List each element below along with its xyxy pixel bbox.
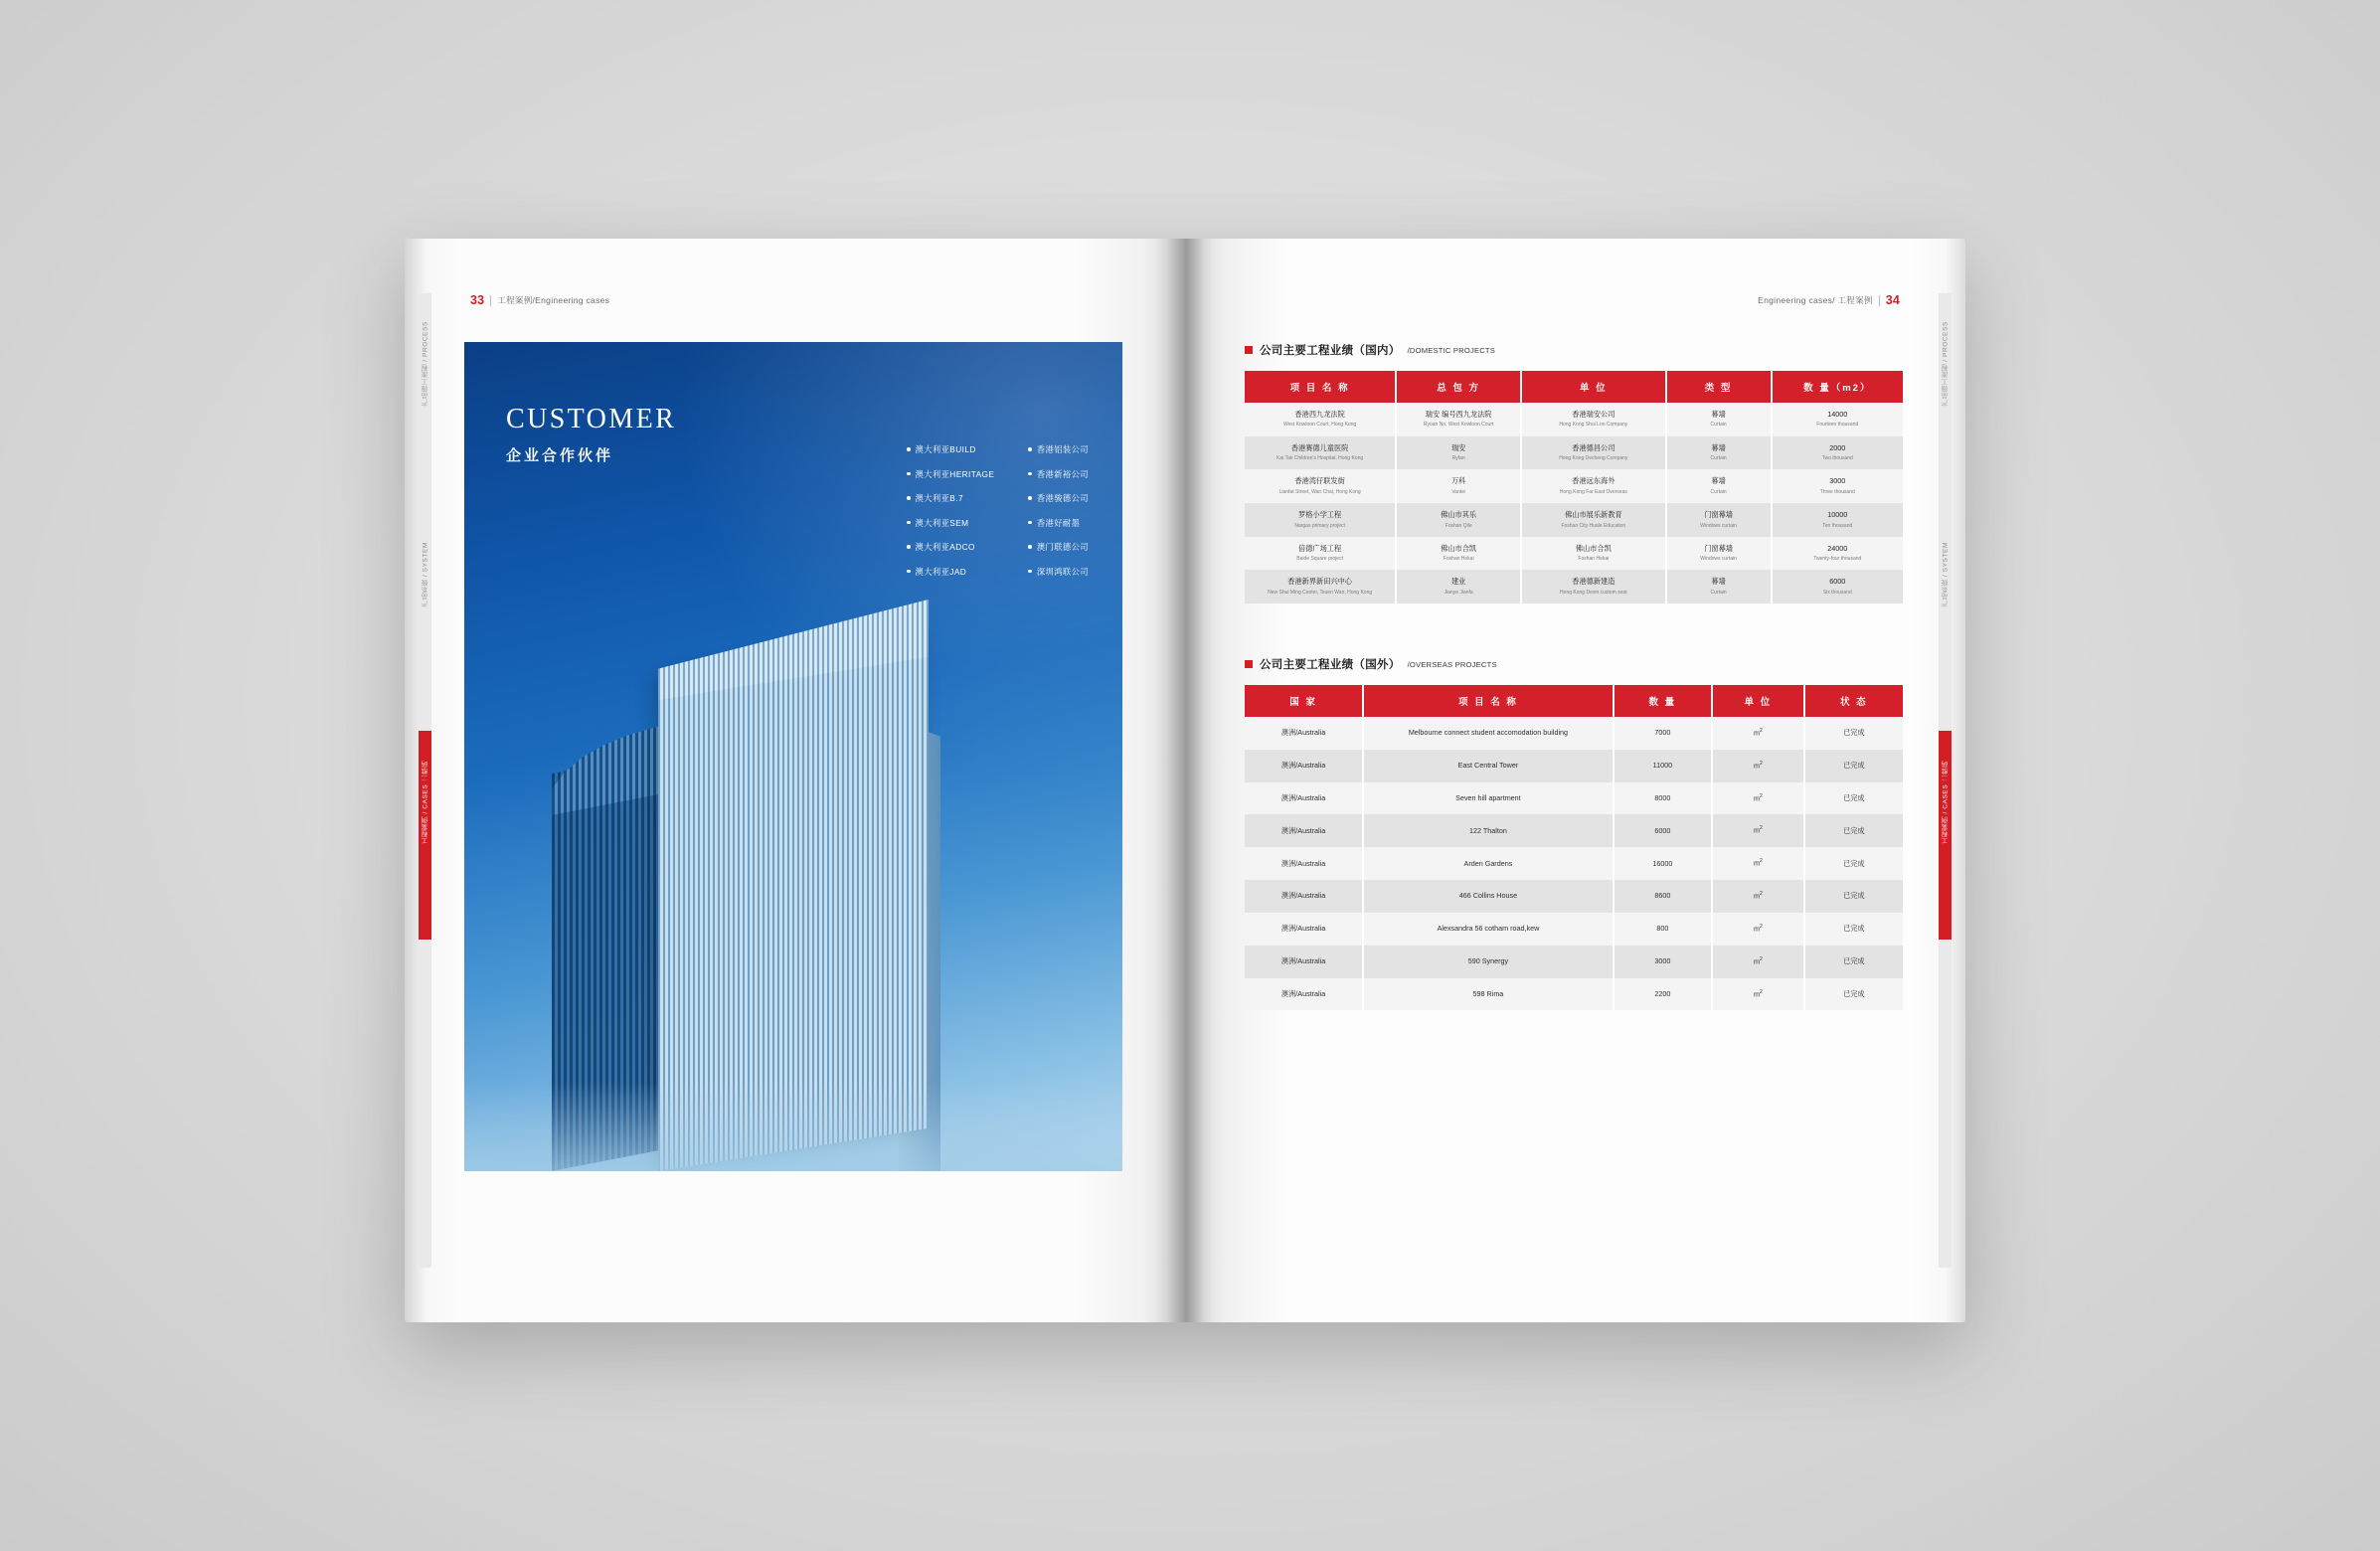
cell-project-name <box>1245 537 1396 571</box>
list-item <box>907 566 994 578</box>
cell-en: Hong Kong Dexin custom seat <box>1560 589 1627 596</box>
table-row <box>1245 503 1903 537</box>
table-row <box>1245 847 1903 880</box>
bullet-icon <box>907 545 911 549</box>
cell-project-name <box>1245 570 1396 603</box>
cell-cn: 佛山市合凯 <box>1575 543 1612 553</box>
col-unit: 单 位 <box>1712 685 1804 717</box>
partner-label: 澳大利亚SEM <box>915 517 969 528</box>
unit-exponent: 2 <box>1759 760 1763 767</box>
header-divider <box>1879 295 1880 306</box>
cell-en: Hong Kong Far East Overseas <box>1559 488 1627 495</box>
cell-unit <box>1712 814 1804 847</box>
left-side-tab-strip <box>419 293 431 1268</box>
cell-cn: 香港瑞安公司 <box>1572 410 1615 419</box>
table-row <box>1245 913 1903 946</box>
section-title-cn: 公司主要工程业绩（国外） <box>1260 659 1401 671</box>
col-project-name: 项 目 名 称 <box>1363 685 1614 717</box>
bullet-icon <box>907 472 911 476</box>
unit-exponent: 2 <box>1759 728 1763 734</box>
table-row <box>1245 978 1903 1011</box>
bullet-icon <box>1028 570 1032 574</box>
cell-quantity: 16000 <box>1614 847 1712 880</box>
table-header-row <box>1245 685 1903 717</box>
unit-value: m <box>1753 858 1760 868</box>
cell-quantity: 6000 <box>1614 814 1712 847</box>
cell-cn: 3000 <box>1829 476 1846 486</box>
cell-unit <box>1712 978 1804 1011</box>
table-row <box>1245 537 1903 571</box>
col-contractor: 总 包 方 <box>1396 371 1521 403</box>
list-item <box>907 541 994 553</box>
cell-cn: 14000 <box>1827 410 1848 419</box>
cell-project-name <box>1245 436 1396 470</box>
cell-project-name: 598 Rima <box>1363 978 1614 1011</box>
square-bullet-icon <box>1245 346 1253 354</box>
table-row <box>1245 782 1903 815</box>
partner-label: 澳大利亚HERITAGE <box>915 468 995 479</box>
unit-exponent: 2 <box>1759 891 1763 898</box>
list-item <box>1028 492 1089 504</box>
cell-unit <box>1521 570 1666 603</box>
cell-project-name: Melbourne connect student accomodation building <box>1363 717 1614 750</box>
unit-exponent: 2 <box>1759 792 1763 799</box>
cell-en: Two thousand <box>1821 455 1853 462</box>
list-item <box>1028 468 1089 480</box>
cell-cn: 香港赛德儿童医院 <box>1290 442 1349 452</box>
cell-quantity: 800 <box>1614 913 1712 946</box>
bullet-icon <box>1028 447 1032 451</box>
cell-type <box>1666 436 1772 470</box>
cell-project-name <box>1245 503 1396 537</box>
cell-country: 澳洲/Australia <box>1245 782 1363 815</box>
table-row <box>1245 469 1903 503</box>
cell-en: Hong Kong Shui Lon Company <box>1559 422 1628 429</box>
right-page <box>1185 239 1965 1322</box>
list-item <box>907 492 994 504</box>
unit-value: m <box>1753 891 1760 901</box>
right-side-tab-label-2: 产品系统 / SYSTEM <box>1942 542 1949 607</box>
cell-country: 澳洲/Australia <box>1245 913 1363 946</box>
col-quantity: 数 量（m2） <box>1772 371 1903 403</box>
cell-project-name: Alexsandra 56 cotham road,kew <box>1363 913 1614 946</box>
section-title-en: /OVERSEAS PROJECTS <box>1407 659 1497 669</box>
cell-cn: 香港湾仔联发街 <box>1294 476 1345 486</box>
right-side-tab-strip <box>1939 293 1952 1268</box>
list-item <box>1028 541 1089 553</box>
cell-cn: 幕墙 <box>1711 442 1726 452</box>
cell-en: Fourteen thousand <box>1816 422 1859 429</box>
partner-label: 澳大利亚JAD <box>915 566 967 577</box>
list-item <box>907 443 994 455</box>
unit-exponent: 2 <box>1759 923 1763 930</box>
cell-country: 澳洲/Australia <box>1245 978 1363 1011</box>
cell-cn: 佛山市展乐新教育 <box>1565 510 1622 520</box>
cell-contractor <box>1396 537 1521 571</box>
partner-label: 香港铝装公司 <box>1036 444 1089 454</box>
cell-en: Foshan Hekai <box>1578 556 1610 563</box>
unit-value: m <box>1753 761 1760 771</box>
unit-value: m <box>1753 793 1760 803</box>
cell-contractor <box>1396 403 1521 436</box>
cell-en: Six thousand <box>1822 589 1852 596</box>
cover-title-cn: 企业合作伙伴 <box>506 447 614 464</box>
cell-type <box>1666 537 1772 571</box>
right-page-number: 34 <box>1885 293 1900 307</box>
cell-status: 已完成 <box>1804 847 1903 880</box>
cell-quantity: 7000 <box>1614 717 1712 750</box>
cell-unit <box>1712 750 1804 782</box>
table-row <box>1245 880 1903 913</box>
cell-quantity <box>1772 403 1903 436</box>
cell-country: 澳洲/Australia <box>1245 880 1363 913</box>
unit-exponent: 2 <box>1759 858 1763 865</box>
bullet-icon <box>1028 521 1032 525</box>
cell-status: 已完成 <box>1804 880 1903 913</box>
cover-title-block <box>506 404 676 465</box>
unit-exponent: 2 <box>1759 825 1763 832</box>
cell-cn: 6000 <box>1829 577 1846 587</box>
header-divider <box>490 295 491 306</box>
partner-list <box>907 443 1089 578</box>
bullet-icon <box>907 496 911 500</box>
cell-en: Baide Square project <box>1296 556 1343 563</box>
table-row <box>1245 750 1903 782</box>
cell-cn: 香港西九龙法院 <box>1294 410 1345 419</box>
bullet-icon <box>1028 472 1032 476</box>
cell-cn: 佛山市合凯 <box>1441 543 1477 553</box>
cell-type <box>1666 403 1772 436</box>
cell-type <box>1666 469 1772 503</box>
table-row <box>1245 436 1903 470</box>
cell-quantity: 3000 <box>1614 946 1712 978</box>
cell-cn: 建业 <box>1450 577 1466 587</box>
partner-column-2 <box>1028 443 1089 578</box>
cell-en: Foshan Hekai <box>1443 556 1474 563</box>
cell-en: Ryfan <box>1451 455 1465 462</box>
cell-cn: 香港德新建造 <box>1572 577 1615 587</box>
right-header-text: Engineering cases/ 工程案例 <box>1758 295 1873 305</box>
list-item <box>1028 517 1089 529</box>
cell-quantity: 8600 <box>1614 880 1712 913</box>
ground-haze <box>464 1082 1122 1171</box>
cell-unit <box>1712 946 1804 978</box>
cell-en: Curtain <box>1710 589 1727 596</box>
partner-label: 澳大利亚BUILD <box>915 444 976 454</box>
cell-project-name: Arden Gardens <box>1363 847 1614 880</box>
cell-en: Lianfat Street, Wan Chai, Hong Kong <box>1278 488 1361 495</box>
cell-en: New Shui Ming Center, Tsuen Wan, Hong Kong <box>1268 589 1373 596</box>
cell-type <box>1666 503 1772 537</box>
cell-unit <box>1521 469 1666 503</box>
cell-cn: 门窗幕墙 <box>1704 510 1733 520</box>
unit-value: m <box>1753 989 1760 999</box>
cell-cn: 佛山市其乐 <box>1441 510 1477 520</box>
cell-cn: 万科 <box>1450 476 1466 486</box>
list-item <box>907 468 994 480</box>
cell-cn: 门窗幕墙 <box>1704 543 1733 553</box>
table-row <box>1245 717 1903 750</box>
bullet-icon <box>1028 496 1032 500</box>
cell-cn: 倍德广场工程 <box>1298 543 1342 553</box>
unit-value: m <box>1753 728 1760 738</box>
col-country: 国 家 <box>1245 685 1363 717</box>
partner-label: 澳大利亚B.7 <box>915 493 963 503</box>
domestic-projects-section <box>1245 342 1903 603</box>
cell-en: Twenty-four thousand <box>1813 556 1862 563</box>
cell-status: 已完成 <box>1804 814 1903 847</box>
left-page <box>405 239 1185 1322</box>
cell-en: Curtain <box>1710 455 1727 462</box>
col-status: 状 态 <box>1804 685 1903 717</box>
section-title-domestic <box>1245 342 1903 358</box>
cell-contractor <box>1396 570 1521 603</box>
cell-country: 澳洲/Australia <box>1245 847 1363 880</box>
right-side-tab-label-1: 产品施工流程 / PROCESS <box>1942 321 1949 407</box>
partner-label: 香港好耐墨 <box>1036 517 1081 528</box>
cell-en: Vanke <box>1451 488 1466 495</box>
cell-unit <box>1712 717 1804 750</box>
partner-label: 香港新裕公司 <box>1036 468 1089 479</box>
cell-cn: 香港远东海外 <box>1572 476 1615 486</box>
cell-cn: 2000 <box>1829 442 1846 452</box>
cell-cn: 10000 <box>1827 510 1848 520</box>
col-type: 类 型 <box>1666 371 1772 403</box>
cell-unit <box>1712 847 1804 880</box>
table-row <box>1245 570 1903 603</box>
bullet-icon <box>1028 545 1032 549</box>
overseas-projects-table <box>1245 685 1903 1010</box>
right-side-tab-label-3: 工程案例 / CASES 二维码 <box>1942 761 1949 845</box>
cell-status: 已完成 <box>1804 913 1903 946</box>
unit-value: m <box>1753 825 1760 835</box>
table-row <box>1245 814 1903 847</box>
cell-project-name: Seven hill apartment <box>1363 782 1614 815</box>
unit-exponent: 2 <box>1759 988 1763 995</box>
cell-country: 澳洲/Australia <box>1245 750 1363 782</box>
cell-en: Windows curtain <box>1700 556 1737 563</box>
cell-en: Kai Tak Children's Hospital, Hong Kong <box>1276 455 1364 462</box>
cell-en: Ten thousand <box>1822 522 1853 529</box>
bullet-icon <box>907 447 911 451</box>
cell-status: 已完成 <box>1804 782 1903 815</box>
unit-value: m <box>1753 924 1760 934</box>
section-title-cn: 公司主要工程业绩（国内） <box>1260 345 1401 357</box>
section-title-overseas <box>1245 656 1903 672</box>
cell-cn: 幕墙 <box>1711 476 1726 486</box>
cell-country: 澳洲/Australia <box>1245 717 1363 750</box>
col-quantity: 数 量 <box>1614 685 1712 717</box>
overseas-projects-section <box>1245 656 1903 1010</box>
cell-unit <box>1712 782 1804 815</box>
cell-en: Curtain <box>1710 422 1727 429</box>
cell-project-name: 466 Collins House <box>1363 880 1614 913</box>
cell-cn: 瑞安 <box>1450 442 1466 452</box>
cell-contractor <box>1396 469 1521 503</box>
cell-cn: 香港德昌公司 <box>1572 442 1615 452</box>
list-item <box>1028 566 1089 578</box>
cell-country: 澳洲/Australia <box>1245 814 1363 847</box>
cell-en: West Kowloon Court, Hong Kong <box>1282 422 1357 429</box>
cell-quantity <box>1772 570 1903 603</box>
cell-quantity <box>1772 436 1903 470</box>
cell-status: 已完成 <box>1804 717 1903 750</box>
cell-country: 澳洲/Australia <box>1245 946 1363 978</box>
cell-cn: 香港新界新田兴中心 <box>1287 577 1352 587</box>
cell-unit <box>1521 403 1666 436</box>
customer-cover-image <box>464 342 1122 1171</box>
partner-label: 香港骏德公司 <box>1036 493 1089 503</box>
table-row <box>1245 946 1903 978</box>
cell-unit <box>1521 537 1666 571</box>
cell-status: 已完成 <box>1804 978 1903 1011</box>
cell-quantity: 11000 <box>1614 750 1712 782</box>
left-side-tab-label-2: 产品系统 / SYSTEM <box>422 542 428 607</box>
cell-quantity <box>1772 503 1903 537</box>
partner-label: 深圳鸿联公司 <box>1036 566 1089 577</box>
cell-unit <box>1521 503 1666 537</box>
partner-label: 澳门联德公司 <box>1036 542 1089 552</box>
open-brochure <box>405 239 1965 1322</box>
cell-en: Foshan Qile <box>1445 522 1472 529</box>
bullet-icon <box>907 570 911 574</box>
cover-title-en: CUSTOMER <box>506 404 677 434</box>
cell-contractor <box>1396 436 1521 470</box>
cell-en: Hong Kong Decheng Company <box>1559 455 1628 462</box>
partner-label: 澳大利亚ADCO <box>915 542 975 552</box>
partner-column-1 <box>907 443 994 578</box>
square-bullet-icon <box>1245 660 1253 668</box>
cell-status: 已完成 <box>1804 750 1903 782</box>
table-row <box>1245 403 1903 436</box>
cell-en: Nargas primary project <box>1294 522 1345 529</box>
left-side-tab-label-1: 产品施工流程 / PROCESS <box>422 321 428 407</box>
cell-cn: 幕墙 <box>1711 577 1726 587</box>
cell-status: 已完成 <box>1804 946 1903 978</box>
cell-unit <box>1521 436 1666 470</box>
cell-project-name: 122 Thalton <box>1363 814 1614 847</box>
cell-project-name: East Central Tower <box>1363 750 1614 782</box>
cell-en: Ryoan No. West Kowloon Court <box>1423 422 1494 429</box>
cell-en: Windows curtain <box>1700 522 1737 529</box>
table-header-row <box>1245 371 1903 403</box>
list-item <box>907 517 994 529</box>
cell-cn: 24000 <box>1827 543 1848 553</box>
cell-en: Jianye Jianfa <box>1444 589 1473 596</box>
cell-quantity <box>1772 469 1903 503</box>
cell-unit <box>1712 880 1804 913</box>
left-header-text: 工程案例/Engineering cases <box>497 295 610 305</box>
cell-project-name: 590 Synergy <box>1363 946 1614 978</box>
col-unit: 单 位 <box>1521 371 1666 403</box>
cell-cn: 瑞安 编号西九龙法院 <box>1425 410 1492 419</box>
cell-cn: 罗格小学工程 <box>1298 510 1342 520</box>
cell-quantity: 8000 <box>1614 782 1712 815</box>
unit-exponent: 2 <box>1759 955 1763 962</box>
cell-en: Three thousand <box>1819 488 1855 495</box>
cell-contractor <box>1396 503 1521 537</box>
cell-cn: 幕墙 <box>1711 410 1726 419</box>
unit-value: m <box>1753 956 1760 966</box>
domestic-projects-table <box>1245 371 1903 603</box>
cell-type <box>1666 570 1772 603</box>
cell-quantity: 2200 <box>1614 978 1712 1011</box>
left-side-tab-label-3: 工程案例 / CASES 二维码 <box>422 761 428 845</box>
cell-quantity <box>1772 537 1903 571</box>
cell-project-name <box>1245 469 1396 503</box>
cell-en: Curtain <box>1710 488 1727 495</box>
cell-unit <box>1712 913 1804 946</box>
section-title-en: /DOMESTIC PROJECTS <box>1407 345 1496 355</box>
bullet-icon <box>907 521 911 525</box>
left-page-number: 33 <box>470 293 485 307</box>
list-item <box>1028 443 1089 455</box>
right-page-header <box>1758 293 1900 307</box>
col-project-name: 项 目 名 称 <box>1245 371 1396 403</box>
left-page-header <box>470 293 609 307</box>
cell-project-name <box>1245 403 1396 436</box>
cell-en: Foshan City Huale Education <box>1561 522 1626 529</box>
